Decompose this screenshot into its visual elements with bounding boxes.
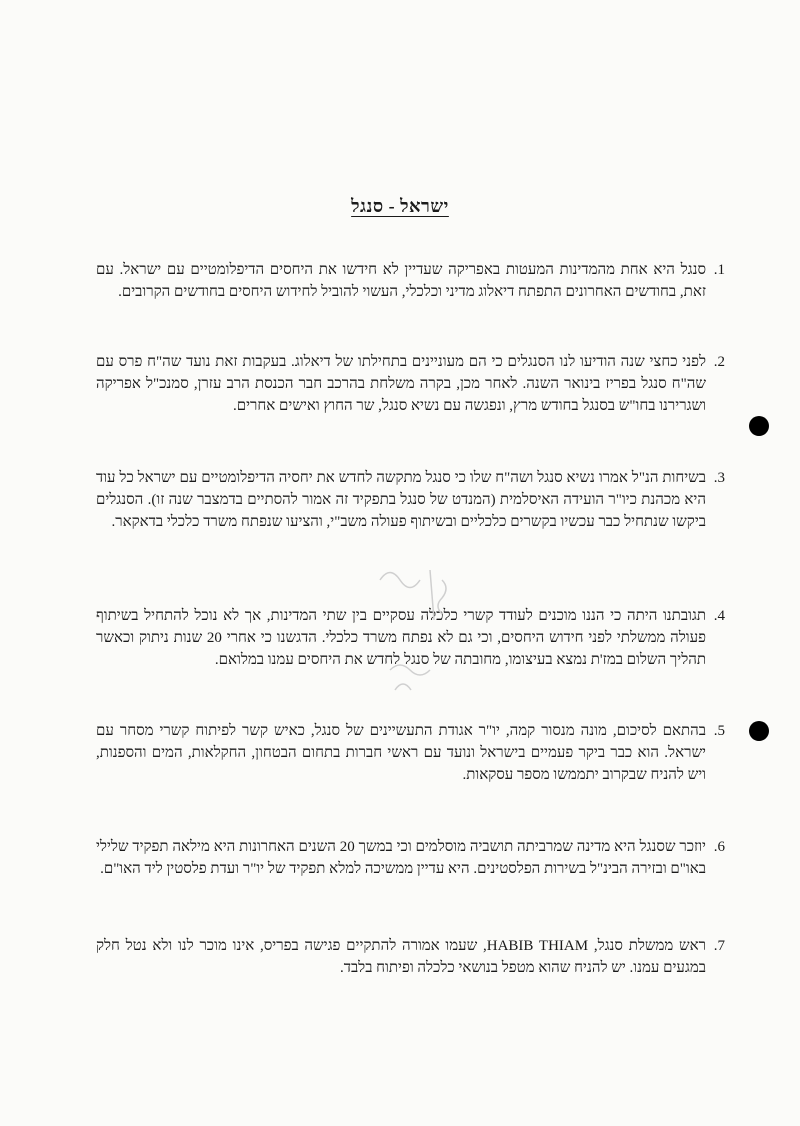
paragraph-3 [96, 467, 725, 533]
paragraph-number: .1 [713, 262, 725, 278]
paragraph-5 [96, 720, 725, 786]
paragraph-4 [96, 605, 725, 671]
paragraph-number: .3 [713, 470, 725, 486]
paragraph-number: .4 [713, 608, 725, 624]
paragraph-2 [96, 351, 725, 417]
paragraph-7 [96, 935, 725, 979]
paragraph-text: ראש ממשלת סנגל, HABIB THIAM, שעמו אמורה להתקיים פגישה בפריס, אינו מוכר לנו ולא נטל חלק במגעים עמנו. יש להניח שהוא מטפל בנושאי כלכלה ופיתוח בלבד. [96, 938, 706, 976]
paragraph-number: .2 [713, 354, 725, 370]
punch-hole [749, 721, 769, 741]
paragraph-number: .6 [713, 839, 725, 855]
paragraph-number: .5 [713, 723, 725, 739]
paragraph-text: בהתאם לסיכום, מונה מנסור קמה, יו"ר אגודת התעשיינים של סנגל, כאיש קשר לפיתוח קשרי מסחר עם ישראל. הוא כבר ביקר פעמיים בישראל ונועד עם ראשי חברות בתחום הבטחון, החקלאות, המים והספנות, ויש להניח שבקרוב יתממשו מספר עסקאות. [96, 723, 706, 783]
paragraph-text: יוזכר שסנגל היא מדינה שמרביתה תושביה מוסלמים וכי במשך 20 השנים האחרונות היא מילאה תפקיד שלילי באו"ם ובזירה הבינ"ל בשירות הפלסטינים. היא עדיין ממשיכה למלא תפקיד של יו"ר ועדת פלסטין ליד האו"ם. [96, 839, 706, 877]
paragraph-text: תגובתנו היתה כי הננו מוכנים לעודד קשרי כלכלה עסקיים בין שתי המדינות, אך לא נוכל להתחיל בשיתוף פעולה ממשלתי לפני חידוש היחסים, וכי גם לא נפתח משרד כלכלי. הדגשנו כי אחרי 20 שנות ניתוק וכאשר תהליך השלום במז'ת נמצא בעיצומו, מחובתה של סנגל לחדש את היחסים עמנו במלואם. [96, 608, 706, 668]
paragraph-text: בשיחות הנ"ל אמרו נשיא סנגל ושה"ח שלו כי סנגל מתקשה לחדש את יחסיה הדיפלומטיים עם ישראל כל עוד היא מכהנת כיו"ר הועידה האיסלמית (המנדט של סנגל בתפקיד זה אמור להסתיים בדמצבר שנה זו). הסנגלים ביקשו שנתחיל כבר עכשיו בקשרים כלכליים ובשיתוף פעולה משב"י, והציעו שנפתח משרד כלכלי בדאקאר. [96, 470, 706, 530]
paragraph-text: לפני כחצי שנה הודיעו לנו הסנגלים כי הם מעוניינים בתחילתו של דיאלוג. בעקבות זאת נועד שה"ח פרס עם שה"ח סנגל בפריז בינואר השנה. לאחר מכן, בקרה משלחת בהרכב חבר הכנסת הרב עזרן, סמנכ"ל אפריקה ושגרירנו בחו"ש בסנגל בחודש מרץ, ונפגשה עם נשיא סנגל, שר החוץ ואישים אחרים. [96, 354, 706, 414]
paragraph-1 [96, 259, 725, 303]
paragraph-text: סנגל היא אחת מהמדינות המעטות באפריקה שעדיין לא חידשו את היחסים הדיפלומטיים עם ישראל. עם זאת, בחודשים האחרונים התפתח דיאלוג מדיני וכלכלי, העשוי להוביל לחידוש היחסים בחודשים הקרובים. [96, 262, 706, 300]
punch-hole [749, 416, 769, 436]
paragraph-number: .7 [713, 938, 725, 954]
paragraph-6 [96, 836, 725, 880]
document-title: ישראל - סנגל [351, 196, 449, 216]
